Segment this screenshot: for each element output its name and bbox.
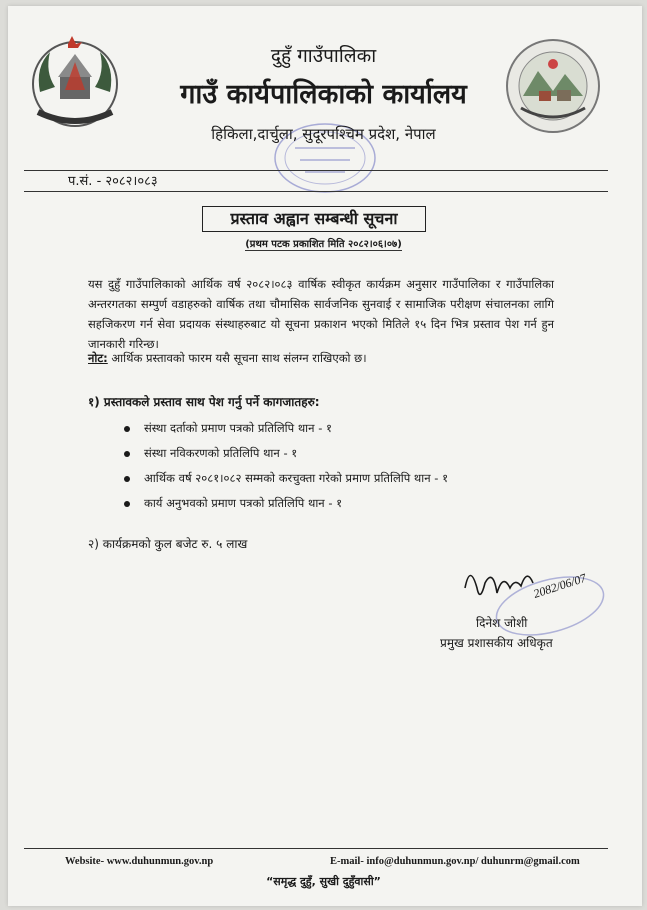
note-label: नोट:	[88, 351, 108, 365]
municipality-name: दुहुँ गाउँपालिका	[270, 45, 377, 67]
notice-subtitle: (प्रथम पटक प्रकाशित मिति २०८२।०६।०७)	[245, 239, 402, 250]
header-rule-top	[24, 170, 608, 171]
list-item: संस्था नविकरणको प्रतिलिपि थान - १	[124, 443, 448, 468]
note-text: आर्थिक प्रस्तावको फारम यसै सूचना साथ संलग्न राखिएको छ।	[107, 351, 367, 365]
notice-note	[88, 351, 367, 366]
list-item: कार्य अनुभवको प्रमाण पत्रको प्रतिलिपि थान - १	[124, 493, 448, 518]
notice-body: यस दुहुँ गाउँपालिकाको आर्थिक वर्ष २०८२।०८३ वार्षिक स्वीकृत कार्यक्रम अनुसार गाउँपालिका र गाउँपालिका अन्तरगतका सम्पुर्ण वडाहरुको वार्षिक तथा चौमासिक सार्वजनिक सुनवाई र सामाजिक परीक्षण संचालनका लागि सहजिकरण गर्न सेवा प्रदायक संस्थाहरुबाट यो सूचना प्रकाशन भएको मितिले १५ दिन भित्र प्रस्ताव पेश गर्न हुन जानकारी गरिन्छ।	[88, 277, 554, 351]
reference-number: प.सं. - २०८२।०८३	[68, 174, 158, 189]
office-address: हिकिला,दार्चुला, सुदूरपश्चिम प्रदेश, नेपाल	[211, 125, 436, 143]
list-item: संस्था दर्ताको प्रमाण पत्रको प्रतिलिपि थान - १	[124, 418, 448, 443]
slogan: “समृद्ध दुहुँ, सुखी दुहुँवासी”	[266, 875, 381, 888]
footer-rule	[24, 848, 608, 849]
documents-heading: १) प्रस्तावकले प्रस्ताव साथ पेश गर्नु पर्ने कागजातहरु:	[88, 395, 320, 409]
office-name: गाउँ कार्यपालिकाको कार्यालय	[180, 79, 467, 110]
documents-list	[124, 418, 448, 518]
bullet-icon	[124, 451, 130, 457]
bullet-icon	[124, 426, 130, 432]
budget-line: २) कार्यक्रमको कुल बजेट रु. ५ लाख	[88, 537, 248, 551]
signer-name: दिनेश जोशी	[476, 616, 528, 630]
bullet-icon	[124, 501, 130, 507]
website-link[interactable]: Website- www.duhunmun.gov.np	[65, 856, 214, 867]
header-rule-bottom	[24, 191, 608, 192]
bullet-icon	[124, 476, 130, 482]
signer-title: प्रमुख प्रशासकीय अधिकृत	[440, 636, 553, 650]
email-link[interactable]: E-mail- info@duhunmun.gov.np/ duhunrm@gmail.com	[330, 856, 580, 867]
svg-text:2082/06/07: 2082/06/07	[531, 570, 588, 601]
notice-title: प्रस्ताव अह्वान सम्बन्धी सूचना	[202, 206, 426, 232]
list-item: आर्थिक वर्ष २०८१।०८२ सम्मको करचुक्ता गरेको प्रमाण प्रतिलिपि थान - १	[124, 468, 448, 493]
